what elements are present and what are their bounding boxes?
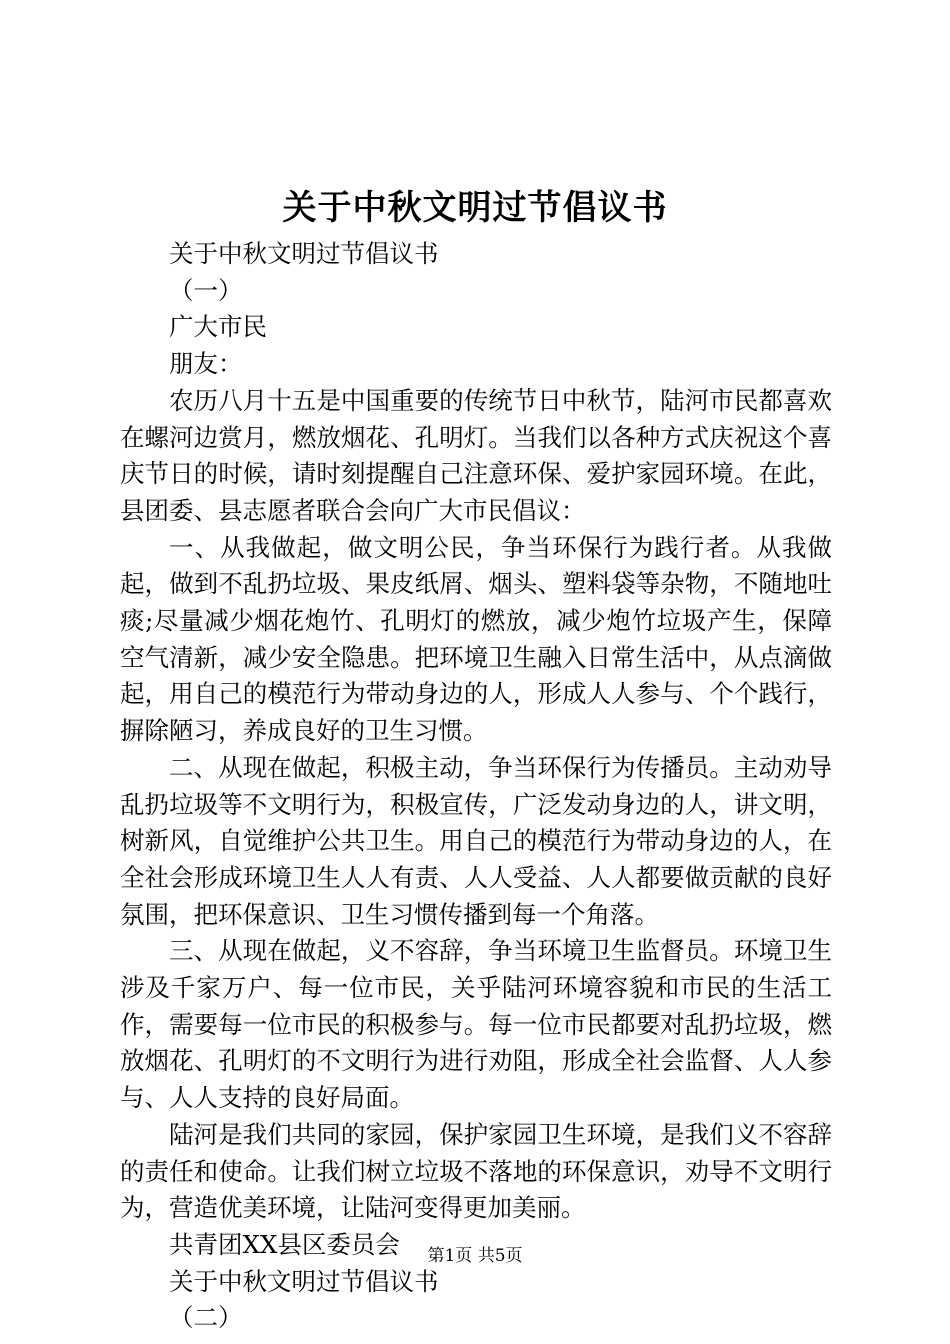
paragraph: 二、从现在做起，积极主动，争当环保行为传播员。主动劝导乱扔垃圾等不文明行为，积极宣传，广泛发动身边的人，讲文明，树新风，自觉维护公共卫生。用自己的模范行为带动身边的人，在全社会形成环境卫生人人有责、人人受益、人人都要做贡献的良好氛围，把环保意识、卫生习惯传播到每一个角落。 <box>120 752 832 929</box>
subtitle: 关于中秋文明过节倡议书 <box>169 239 439 268</box>
subtitle: 关于中秋文明过节倡议书 <box>169 1266 439 1296</box>
paragraph: 一、从我做起，做文明公民，争当环保行为践行者。从我做起，做到不乱扔垃圾、果皮纸屑、烟头、塑料袋等杂物，不随地吐痰;尽量减少烟花炮竹、孔明灯的燃放，减少炮竹垃圾产生，保障空气清新，减少安全隐患。把环境卫生融入日常生活中，从点滴做起，用自己的模范行为带动身边的人，形成人人参与、个个践行，摒除陋习，养成良好的卫生习惯。 <box>120 532 832 746</box>
salutation-line: 朋友： <box>169 349 243 379</box>
page-footer: 第1页 共5页 <box>427 1246 523 1266</box>
signature: 共青团XX县区委员会 <box>169 1229 400 1259</box>
paragraph: 陆河是我们共同的家园，保护家园卫生环境，是我们义不容辞的责任和使命。让我们树立垃圾不落地的环保意识，劝导不文明行为，营造优美环境，让陆河变得更加美丽。 <box>120 1119 832 1223</box>
section-number: （二） <box>169 1303 243 1333</box>
salutation-line: 广大市民 <box>169 312 267 342</box>
paragraph: 农历八月十五是中国重要的传统节日中秋节，陆河市民都喜欢在螺河边赏月，燃放烟花、孔明灯。当我们以各种方式庆祝这个喜庆节日的时候，请时刻提醒自己注意环保、爱护家园环境。在此，县团委、县志愿者联合会向广大市民倡议： <box>120 385 832 525</box>
section-number: （一） <box>169 275 243 305</box>
document-title: 关于中秋文明过节倡议书 <box>282 188 668 228</box>
paragraph: 三、从现在做起，义不容辞，争当环境卫生监督员。环境卫生涉及千家万户、每一位市民，关乎陆河环境容貌和市民的生活工作，需要每一位市民的积极参与。每一位市民都要对乱扔垃圾，燃放烟花、孔明灯的不文明行为进行劝阻，形成全社会监督、人人参与、人人支持的良好局面。 <box>120 936 832 1113</box>
document-body <box>120 236 832 1337</box>
